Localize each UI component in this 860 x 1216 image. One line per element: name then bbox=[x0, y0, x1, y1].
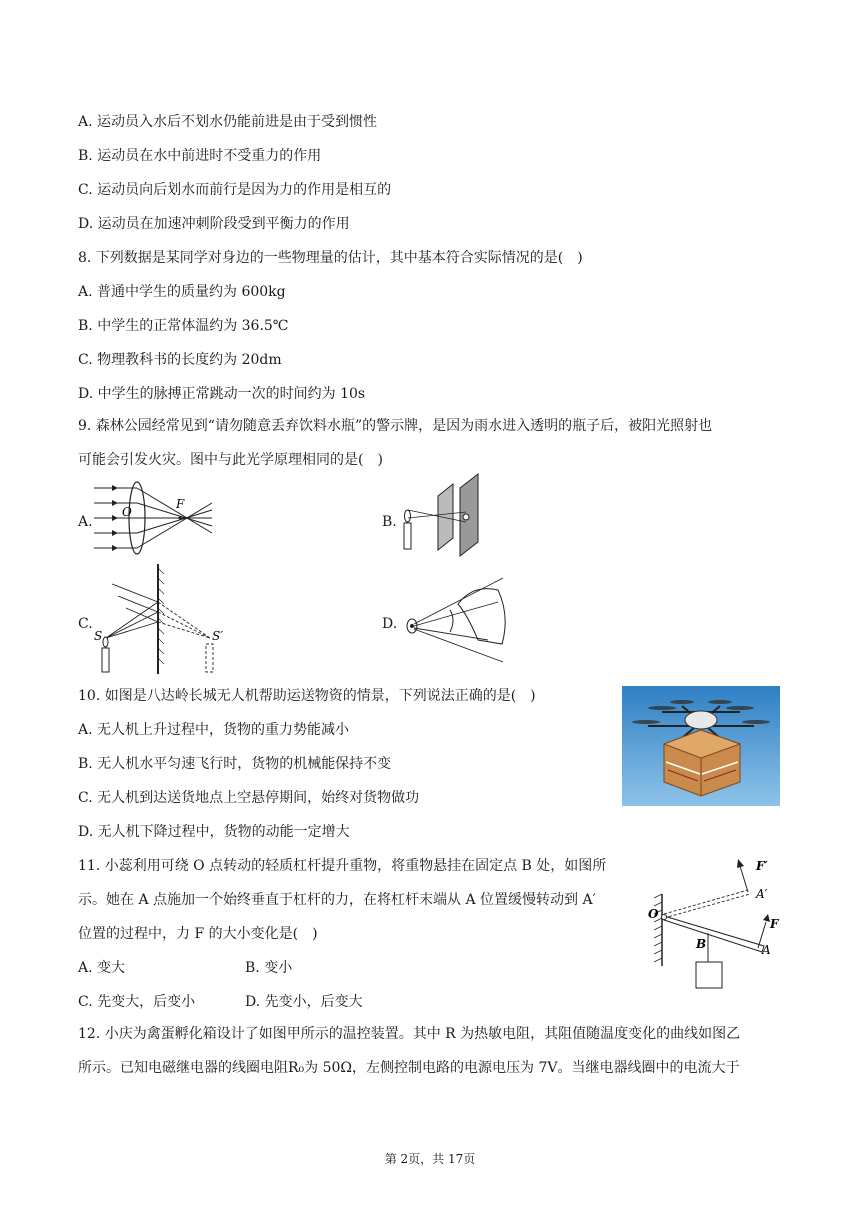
q12-stem-line1: 12. 小庆为禽蛋孵化箱设计了如图甲所示的温控装置。其中 R 为热敏电阻，其阻值随温度变化的曲线如图乙 bbox=[78, 1026, 741, 1042]
q11-option-c: C. 先变大，后变小 bbox=[78, 994, 196, 1010]
diagram-magnifier-eye bbox=[398, 576, 528, 666]
q7-option-a: A. 运动员入水后不划水仍能前进是由于受到惯性 bbox=[78, 114, 378, 130]
q10-option-c: C. 无人机到达送货地点上空悬停期间，始终对货物做功 bbox=[78, 790, 420, 806]
q9-option-d-label: D. bbox=[382, 616, 398, 632]
q10-stem: 10. 如图是八达岭长城无人机帮助运送物资的情景，下列说法正确的是( ) bbox=[78, 688, 536, 704]
q10-option-d: D. 无人机下降过程中，货物的动能一定增大 bbox=[78, 824, 350, 840]
diagram-plane-mirror bbox=[92, 564, 232, 676]
q11-stem-line1: 11. 小蕊利用可绕 O 点转动的轻质杠杆提升重物，将重物悬挂在固定点 B 处，如图所 bbox=[78, 858, 607, 874]
q11-option-d: D. 先变小，后变大 bbox=[245, 994, 363, 1010]
q7-option-b: B. 运动员在水中前进时不受重力的作用 bbox=[78, 148, 322, 164]
q11-option-b: B. 变小 bbox=[245, 960, 293, 976]
lever-b-label: B bbox=[696, 937, 707, 951]
q9-stem-line2: 可能会引发火灾。图中与此光学原理相同的是( ) bbox=[78, 452, 383, 468]
q9-option-c-label: C. bbox=[78, 616, 93, 632]
page-footer: 第 2页，共 17页 bbox=[384, 1152, 476, 1166]
q8-option-d: D. 中学生的脉搏正常跳动一次的时间约为 10s bbox=[78, 386, 366, 402]
q9-option-b-label: B. bbox=[382, 514, 397, 530]
mirror-image-label: S′ bbox=[212, 629, 223, 643]
diagram-pinhole bbox=[398, 478, 498, 558]
diagram-convex-lens bbox=[92, 478, 222, 558]
lens-focus-label: F bbox=[176, 497, 185, 511]
q8-option-a: A. 普通中学生的质量约为 600kg bbox=[78, 284, 286, 300]
q11-stem-line2: 示。她在 A 点施加一个始终垂直于杠杆的力，在将杠杆末端从 A 位置缓慢转动到 A′ bbox=[78, 892, 596, 908]
q9-stem-line1: 9. 森林公园经常见到“请勿随意丢弃饮料水瓶”的警示牌，是因为雨水进入透明的瓶子后，被阳光照射也 bbox=[78, 418, 713, 434]
lever-a-label: A bbox=[762, 943, 771, 957]
q12-stem-line2: 所示。已知电磁继电器的线圈电阻R₀为 50Ω，左侧控制电路的电源电压为 7V。当继电器线圈中的电流大于 bbox=[78, 1060, 740, 1076]
q10-option-a: A. 无人机上升过程中，货物的重力势能减小 bbox=[78, 722, 350, 738]
q10-option-b: B. 无人机水平匀速飞行时，货物的机械能保持不变 bbox=[78, 756, 392, 772]
lever-f-prime-label: F′ bbox=[756, 859, 768, 873]
mirror-source-label: S bbox=[94, 629, 103, 643]
lever-a-prime-label: A′ bbox=[756, 887, 768, 901]
q7-option-c: C. 运动员向后划水而前行是因为力的作用是相互的 bbox=[78, 182, 392, 198]
q8-option-c: C. 物理教科书的长度约为 20dm bbox=[78, 352, 282, 368]
q7-option-d: D. 运动员在加速冲刺阶段受到平衡力的作用 bbox=[78, 216, 350, 232]
drone-photo bbox=[622, 686, 780, 806]
diagram-lever bbox=[648, 854, 788, 994]
q11-option-a: A. 变大 bbox=[78, 960, 126, 976]
q8-option-b: B. 中学生的正常体温约为 36.5℃ bbox=[78, 318, 289, 334]
lens-center-label: O bbox=[122, 505, 132, 519]
q9-option-a-label: A. bbox=[78, 514, 93, 530]
lever-f-label: F bbox=[770, 917, 779, 931]
q8-stem: 8. 下列数据是某同学对身边的一些物理量的估计，其中基本符合实际情况的是( ) bbox=[78, 250, 583, 266]
lever-pivot-label: O bbox=[648, 907, 659, 921]
q11-stem-line3: 位置的过程中，力 F 的大小变化是( ) bbox=[78, 926, 318, 942]
